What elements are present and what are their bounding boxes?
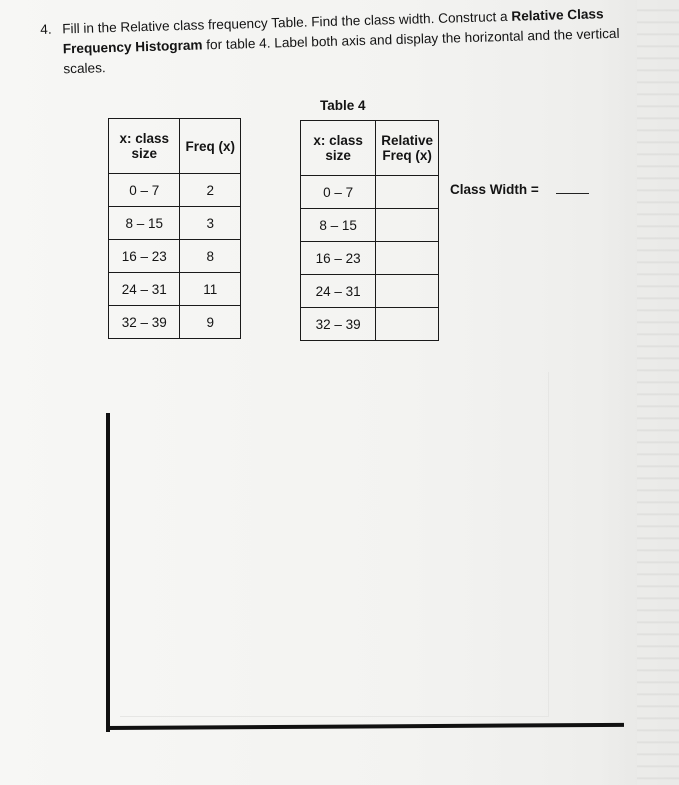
class-width-answer-line[interactable]	[556, 193, 589, 194]
header-relative-freq: Relative Freq (x)	[376, 121, 439, 176]
table-row	[301, 242, 439, 275]
class-cell: 24 – 31	[301, 275, 376, 308]
freq-cell: 9	[180, 306, 241, 339]
page-edge-shadow	[637, 0, 679, 785]
table-row	[109, 174, 241, 207]
relative-freq-blank[interactable]	[376, 275, 439, 308]
class-cell: 32 – 39	[109, 306, 180, 339]
frequency-table	[108, 118, 241, 339]
class-cell: 16 – 23	[109, 240, 180, 273]
table-row	[301, 209, 439, 242]
table-row	[301, 176, 439, 209]
freq-cell: 11	[180, 273, 241, 306]
relative-freq-blank[interactable]	[376, 176, 439, 209]
relative-freq-blank[interactable]	[376, 308, 439, 341]
freq-cell: 3	[180, 207, 241, 240]
table-row	[109, 240, 241, 273]
graph-area-outline	[120, 372, 549, 717]
table-row	[301, 308, 439, 341]
class-width-label: Class Width =	[450, 182, 539, 197]
freq-cell: 2	[180, 174, 241, 207]
question-line-3: scales.	[63, 60, 106, 77]
question-line-2: Frequency Histogram for table 4. Label both axis and display the horizontal and the vertical	[62, 25, 620, 57]
relative-frequency-table	[300, 120, 439, 341]
header-freq: Freq (x)	[180, 119, 241, 174]
question-number: 4.	[40, 21, 52, 37]
table-4-title: Table 4	[320, 98, 366, 113]
class-cell: 8 – 15	[301, 209, 376, 242]
relative-freq-blank[interactable]	[376, 242, 439, 275]
question-line-1: Fill in the Relative class frequency Table. Find the class width. Construct a Relative Class	[62, 6, 604, 37]
freq-cell: 8	[180, 240, 241, 273]
class-cell: 32 – 39	[301, 308, 376, 341]
table-row	[109, 306, 241, 339]
frequency-table-header	[109, 119, 241, 174]
class-cell: 0 – 7	[301, 176, 376, 209]
table-row	[109, 273, 241, 306]
class-cell: 24 – 31	[109, 273, 180, 306]
histogram-vertical-axis	[106, 413, 110, 732]
relative-freq-blank[interactable]	[376, 209, 439, 242]
class-cell: 8 – 15	[109, 207, 180, 240]
table-row	[301, 275, 439, 308]
header-class-size: x: class size	[109, 119, 180, 174]
class-cell: 0 – 7	[109, 174, 180, 207]
class-cell: 16 – 23	[301, 242, 376, 275]
relative-table-header	[301, 121, 439, 176]
header-class-size: x: class size	[301, 121, 376, 176]
table-row	[109, 207, 241, 240]
